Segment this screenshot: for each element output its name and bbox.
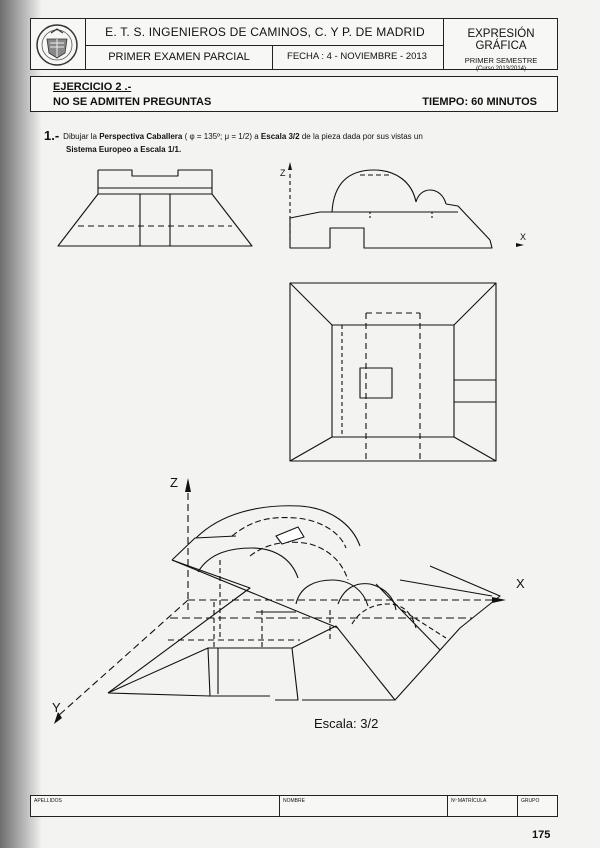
page-number: 175 [532,829,551,841]
persp-x-arrow-icon [492,597,506,603]
statement-number: 1.- [44,128,60,143]
persp-x-label: X [516,576,525,591]
elev-x-label: X [520,232,527,242]
exam-type: PRIMER EXAMEN PARCIAL [85,45,273,69]
elev-x-arrow-icon [516,243,524,247]
persp-y-label: Y [52,700,61,715]
persp-z-label: Z [170,475,178,490]
semester-label: PRIMER SEMESTRE [464,56,538,65]
name-field[interactable]: NOMBRE [279,796,447,816]
subject-name: EXPRESIÓN GRÁFICA [467,28,535,52]
side-view [58,170,252,246]
front-view [290,170,492,248]
persp-z-arrow-icon [185,478,191,492]
exercise-time: TIEMPO: 60 MINUTOS [422,96,537,108]
statement-text-e: Escala 3/2 [260,132,300,141]
elev-z-label: Z [280,168,286,178]
elev-z-arrow-icon [288,162,292,170]
cavalier-perspective [58,482,500,716]
statement-line-2: Sistema Europeo a Escala 1/1. [66,145,182,154]
student-info-footer [30,795,558,817]
scale-label: Escala: 3/2 [314,716,379,731]
exam-date: FECHA : 4 - NOVIEMBRE - 2013 [287,51,427,62]
school-name: E. T. S. INGENIEROS DE CAMINOS, C. Y P. DE MADRID [85,19,444,46]
course-year: (Curso 2013/2014) [475,66,527,72]
statement-text-d: a [254,132,261,141]
exercise-number: EJERCICIO 2 .- [53,81,132,93]
statement-text-f: de la pieza dada por sus vistas un [299,132,423,141]
surname-field[interactable]: APELLIDOS [34,798,62,804]
statement-text-a: Dibujar la [63,132,100,141]
group-field[interactable]: GRUPO [517,796,557,816]
statement-text-b: Perspectiva Caballera [99,132,183,141]
id-field[interactable]: Nº MATRÍCULA [447,796,517,816]
plan-view [290,283,496,461]
exercise-rule: NO SE ADMITEN PREGUNTAS [53,96,212,108]
statement-text-c: ( φ = 135º; μ = 1/2) [182,132,255,141]
